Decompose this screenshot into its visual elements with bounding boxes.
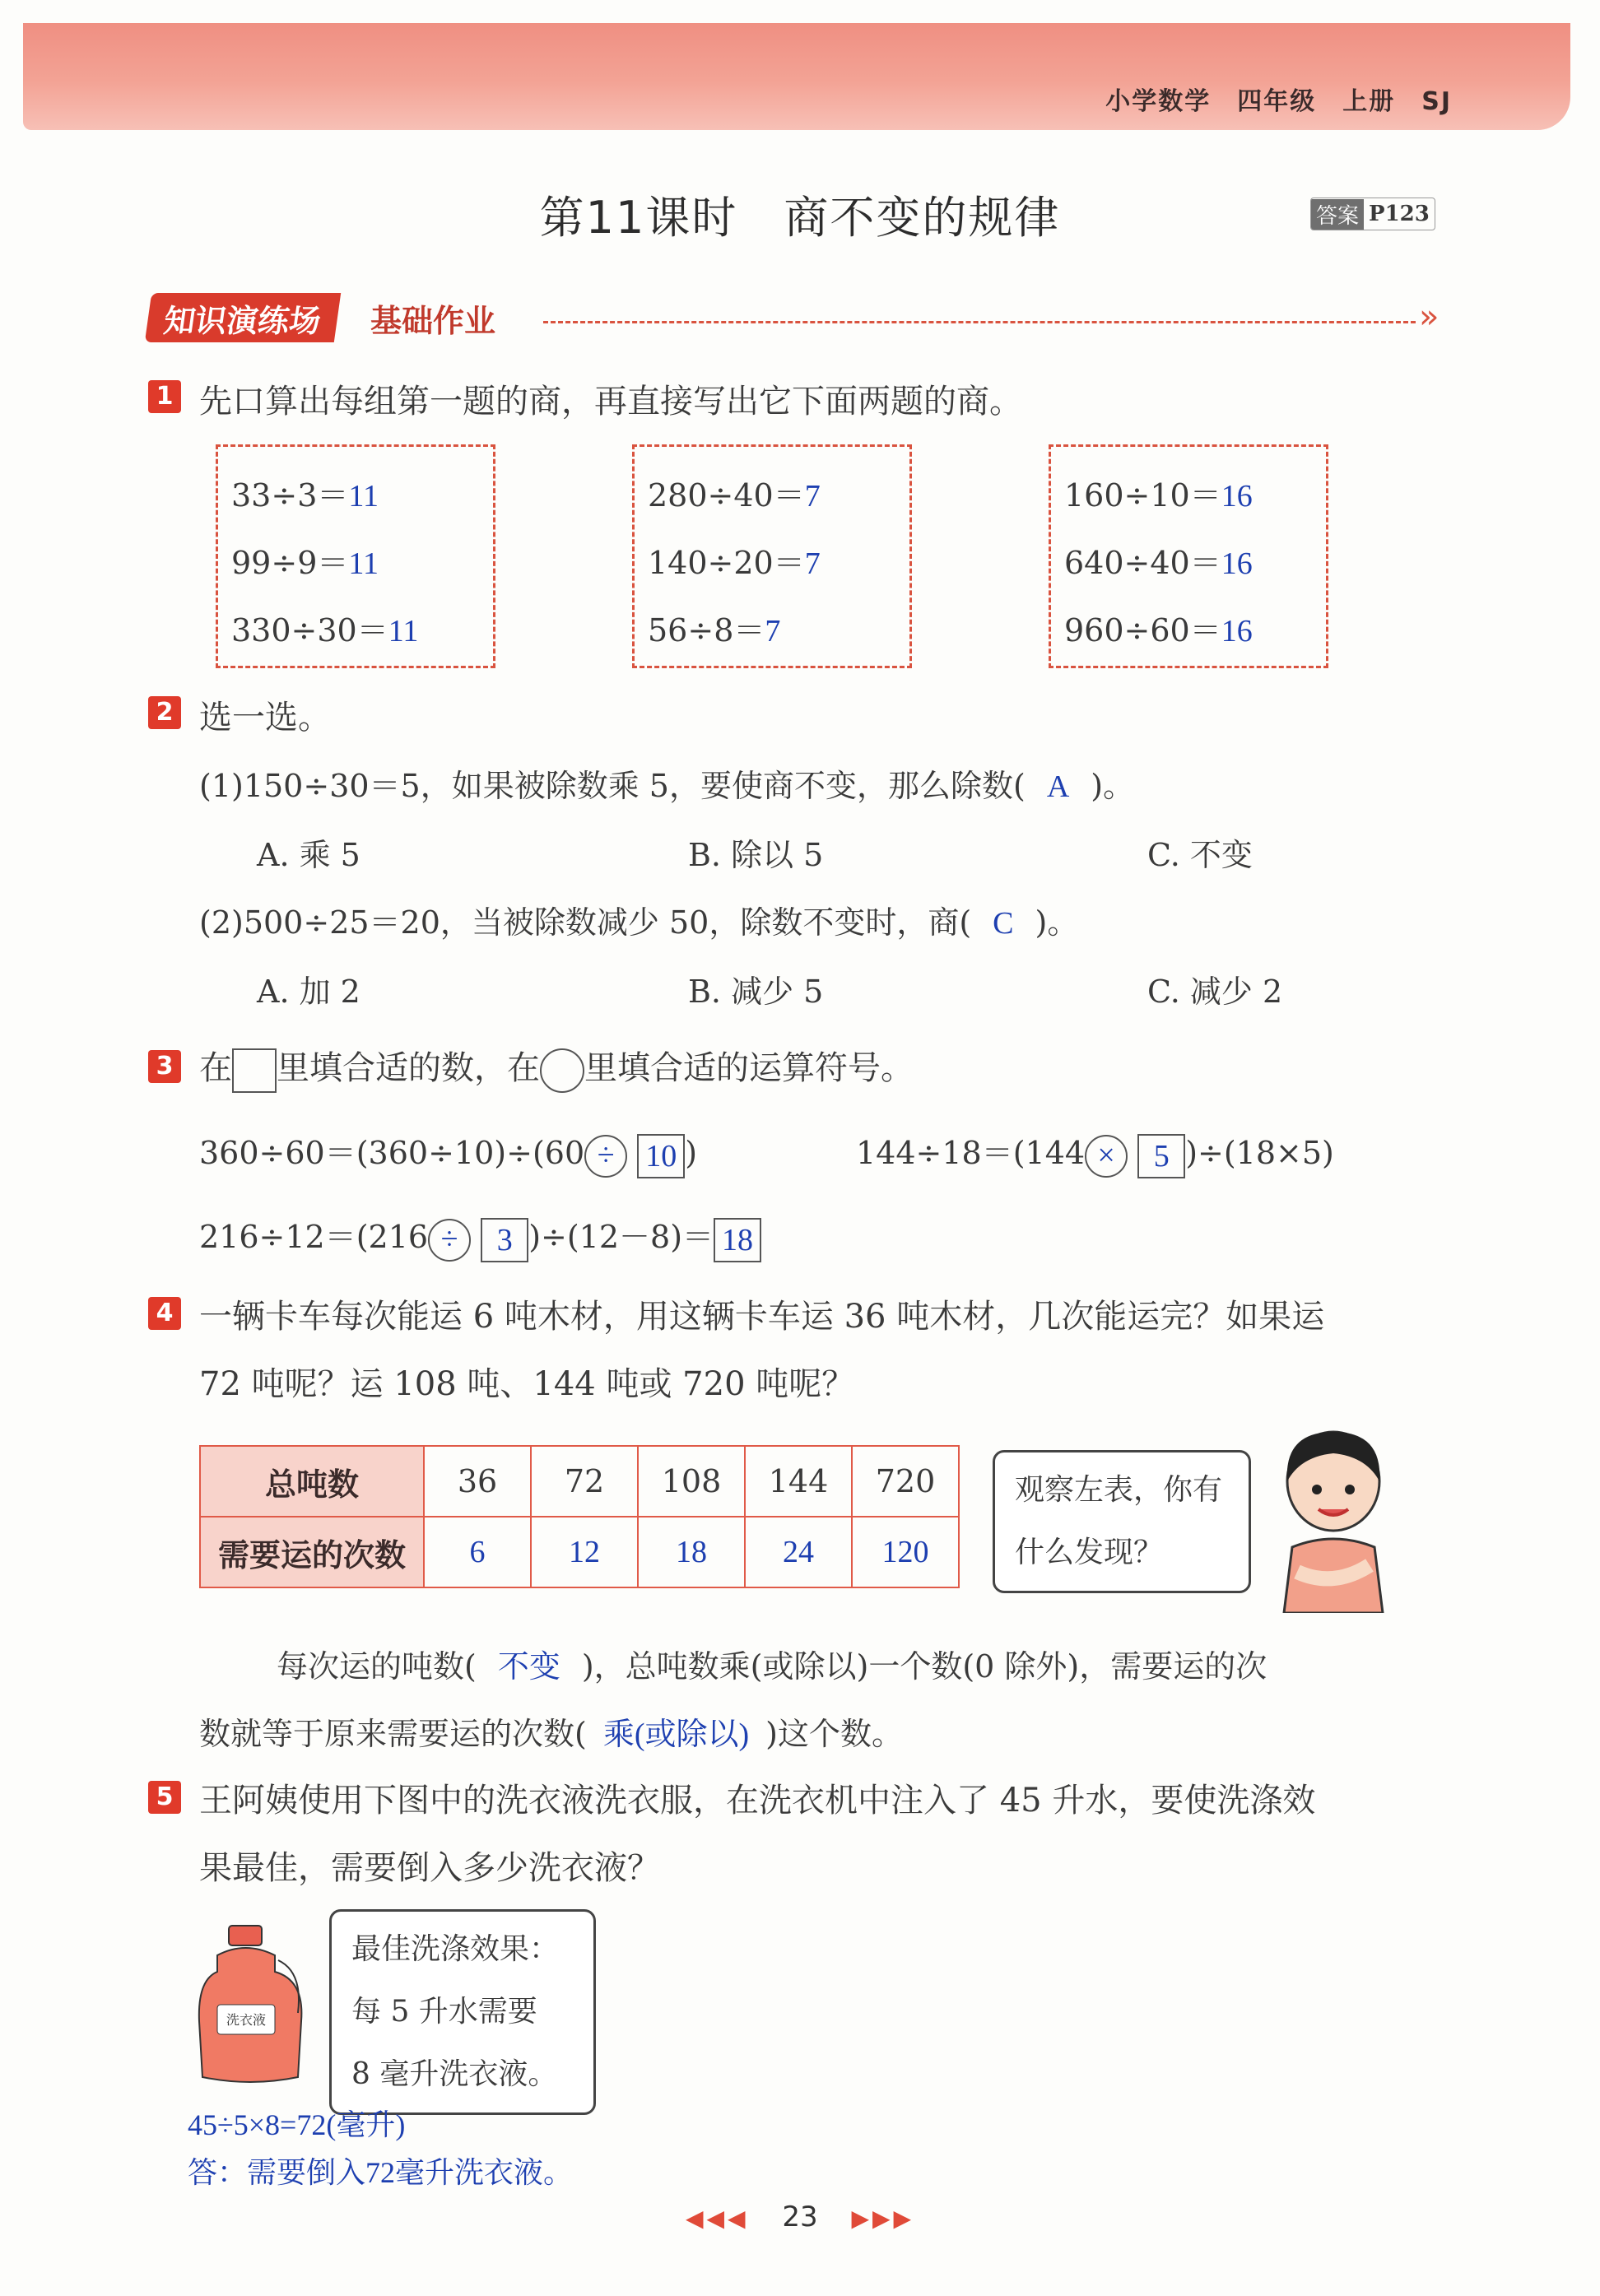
expr: )÷(12－8)＝: [528, 1219, 714, 1255]
number-box: 10: [637, 1134, 685, 1178]
fill-text: )这个数。: [765, 1716, 903, 1752]
q2-p2-end: )。: [1035, 904, 1079, 941]
number-box: 5: [1137, 1134, 1185, 1178]
fill-text: )，总吨数乘(或除以)一个数(0 除外)，需要运的次: [581, 1648, 1267, 1685]
expr: 140÷20＝: [648, 545, 805, 581]
expr: 360÷60＝(360÷10)÷(60: [199, 1135, 585, 1171]
table-cell: 24: [745, 1517, 852, 1587]
operator-circle: ÷: [584, 1135, 627, 1178]
q2-part-2: [199, 897, 1078, 942]
fill-answer: 乘(或除以): [602, 1717, 750, 1752]
speech-bubble: [993, 1450, 1251, 1593]
q3-text-a: 在: [199, 1049, 232, 1087]
answer: 7: [804, 479, 821, 514]
q2-part-1: [199, 760, 1134, 806]
answer: 11: [388, 614, 419, 648]
q2-p1-end: )。: [1091, 768, 1135, 804]
q2-p2-stem: (2)500÷25＝20，当被除数减少 50，除数不变时，商(: [199, 904, 972, 941]
table-cell: 18: [638, 1517, 745, 1587]
q2-p1-option-b: B. 除以 5: [688, 837, 824, 873]
q1-group-3: [1049, 444, 1328, 668]
answer: 7: [765, 614, 781, 648]
q2-p2-option-c: C. 减少 2: [1147, 974, 1283, 1010]
q2-p2-option-b: B. 减少 5: [688, 974, 824, 1010]
question-number-5: 5: [148, 1781, 181, 1814]
detergent-bottle-illustration: [193, 1922, 308, 2087]
bubble-line: 每 5 升水需要: [351, 1995, 537, 2029]
double-chevron-icon: »: [1419, 298, 1440, 336]
q2-p2-option-a: A. 加 2: [257, 974, 360, 1010]
number-box: 18: [714, 1218, 761, 1262]
answer-key-label: 答案: [1311, 199, 1364, 230]
question-1-text: 先口算出每组第一题的商，再直接写出它下面两题的商。: [199, 383, 1022, 421]
number-box: 3: [481, 1218, 528, 1262]
q2-p2-answer: C: [993, 906, 1014, 941]
table-cell: 72: [531, 1446, 638, 1517]
fill-text: 每次运的吨数(: [277, 1648, 477, 1685]
table-cell: 720: [852, 1446, 959, 1517]
answer: 16: [1221, 479, 1253, 514]
operator-circle: ×: [1085, 1135, 1128, 1178]
page-title: 第11课时 商不变的规律: [539, 192, 1061, 244]
question-number-1: 1: [148, 380, 181, 413]
expr: ): [685, 1135, 698, 1171]
q3-text-c: 里填合适的运算符号。: [584, 1049, 914, 1087]
q5-answer-statement: 答：需要倒入72毫升洗衣液。: [188, 2156, 574, 2189]
answer-page: P123: [1369, 202, 1430, 226]
bubble-line: 最佳洗涤效果：: [351, 1932, 560, 1966]
operator-circle: ÷: [428, 1219, 471, 1262]
expr: 280÷40＝: [648, 477, 805, 514]
table-cell: 120: [852, 1517, 959, 1587]
question-4-line-1: 一辆卡车每次能运 6 吨木材，用这辆卡车运 36 吨木材，几次能运完？如果运: [199, 1298, 1325, 1336]
section-tag: 知识演练场: [145, 293, 341, 342]
table-row: [200, 1517, 959, 1587]
table-cell: 144: [745, 1446, 852, 1517]
answer: 11: [348, 479, 379, 514]
page-number: 23: [782, 2201, 818, 2233]
answer-reference: [1310, 198, 1435, 230]
question-5-line-2: 果最佳，需要倒入多少洗衣液？: [199, 1849, 660, 1887]
empty-box-symbol: [232, 1048, 277, 1093]
expr: 56÷8＝: [648, 612, 765, 648]
section-divider: [543, 321, 1416, 323]
table-cell: 108: [638, 1446, 745, 1517]
table-cell: 12: [531, 1517, 638, 1587]
question-3-text: [199, 1042, 914, 1093]
table-cell: 6: [424, 1517, 531, 1587]
page-footer: [0, 2201, 1600, 2233]
grade-label: 小学数学 四年级 上册 SJ: [1105, 87, 1452, 116]
tons-table: [199, 1445, 960, 1588]
right-arrows-icon: ▶▶▶: [851, 2205, 915, 2232]
empty-circle-symbol: [540, 1048, 584, 1093]
bottle-label: 洗衣液: [226, 2012, 267, 2028]
expr: 144÷18＝(144: [856, 1135, 1086, 1171]
expr: 99÷9＝: [231, 545, 349, 581]
q3-equation-1: [199, 1127, 697, 1178]
table-row: [200, 1446, 959, 1517]
q4-fill-line-1: [277, 1641, 1267, 1686]
fill-answer: 不变: [497, 1650, 560, 1685]
q2-p1-stem: (1)150÷30＝5，如果被除数乘 5，要使商不变，那么除数(: [199, 768, 1026, 804]
q3-text-b: 里填合适的数，在: [277, 1049, 540, 1087]
question-5-line-1: 王阿姨使用下图中的洗衣液洗衣服，在洗衣机中注入了 45 升水，要使洗涤效: [199, 1782, 1316, 1820]
expr: 330÷30＝: [231, 612, 388, 648]
answer: 16: [1221, 614, 1253, 648]
answer: 7: [804, 546, 821, 581]
q4-fill-line-2: [199, 1708, 903, 1754]
answer: 11: [348, 546, 379, 581]
fill-text: 数就等于原来需要运的次数(: [199, 1716, 587, 1752]
q5-answer-calc: 45÷5×8=72(毫升): [188, 2108, 406, 2141]
answer: 16: [1221, 546, 1253, 581]
q2-p1-option-a: A. 乘 5: [257, 837, 360, 873]
bubble-line: 观察左表，你有: [1015, 1473, 1223, 1507]
boy-illustration: [1267, 1424, 1399, 1613]
q3-equation-3: [199, 1211, 761, 1262]
expr: 216÷12＝(216: [199, 1219, 429, 1255]
question-2-text: 选一选。: [199, 699, 331, 737]
row-header: 总吨数: [200, 1446, 424, 1517]
left-arrows-icon: ◀◀◀: [685, 2205, 749, 2232]
question-4-line-2: 72 吨呢？运 108 吨、144 吨或 720 吨呢？: [199, 1365, 855, 1403]
expr: 960÷60＝: [1064, 612, 1221, 648]
expr: 640÷40＝: [1064, 545, 1221, 581]
expr: 33÷3＝: [231, 477, 349, 514]
bubble-line: 什么发现？: [1015, 1536, 1164, 1569]
q3-equation-2: [856, 1127, 1334, 1178]
question-number-2: 2: [148, 696, 181, 729]
row-header: 需要运的次数: [200, 1517, 424, 1587]
washing-tip-bubble: [329, 1909, 596, 2115]
expr: 160÷10＝: [1064, 477, 1221, 514]
q1-group-2: [632, 444, 912, 668]
q2-p1-answer: A: [1046, 769, 1070, 804]
section-subtitle: 基础作业: [370, 302, 496, 339]
q2-p1-option-c: C. 不变: [1147, 837, 1253, 873]
expr: )÷(18×5): [1185, 1135, 1334, 1171]
bubble-line: 8 毫升洗衣液。: [351, 2057, 558, 2091]
question-number-4: 4: [148, 1297, 181, 1330]
table-cell: 36: [424, 1446, 531, 1517]
q1-group-1: [216, 444, 495, 668]
question-number-3: 3: [148, 1050, 181, 1083]
